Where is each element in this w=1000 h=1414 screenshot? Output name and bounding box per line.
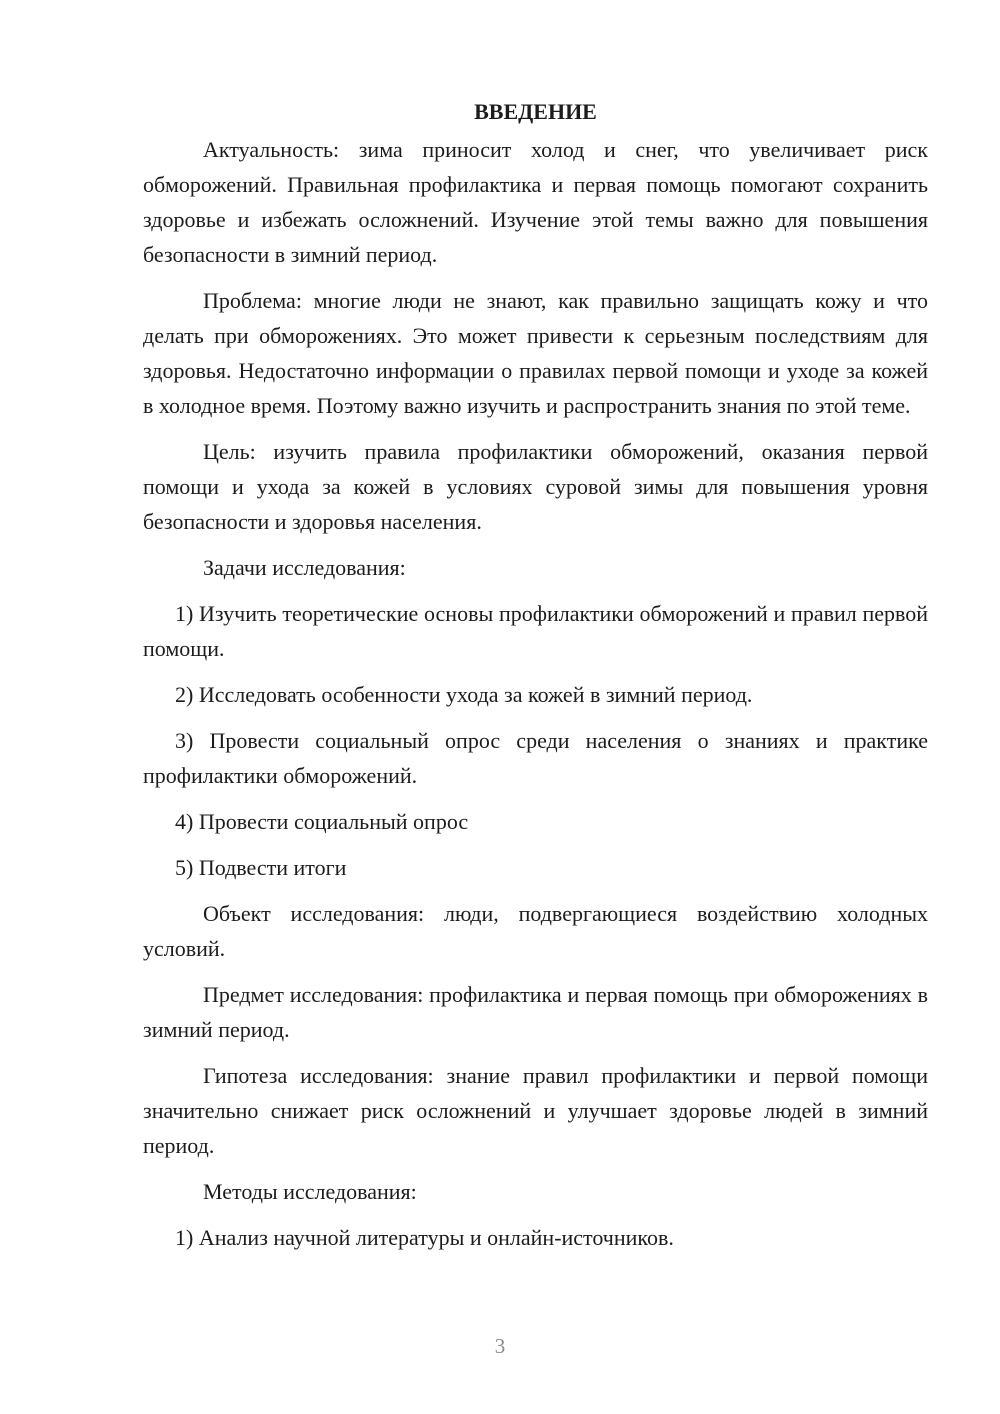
task-item: 5) Подвести итоги — [175, 855, 347, 880]
subject-paragraph: Предмет исследования: профилактика и первая помощь при обморожениях в зимний период. — [143, 982, 928, 1042]
method-item: 1) Анализ научной литературы и онлайн-источников. — [175, 1225, 674, 1250]
relevance-paragraph: Актуальность: зима приносит холод и снег, что увеличивает риск обморожений. Правильная профилактика и первая помощь помогают сохранить здоровье и избежать осложнений. Изучение этой темы важно для повышения безопасности в зимний период. — [143, 137, 928, 267]
tasks-heading: Задачи исследования: — [203, 555, 406, 580]
task-item: 3) Провести социальный опрос среди населения о знаниях и практике профилактики обморожений. — [143, 728, 928, 788]
methods-heading: Методы исследования: — [203, 1179, 417, 1204]
object-paragraph: Объект исследования: люди, подвергающиеся воздействию холодных условий. — [143, 901, 928, 961]
document-page — [143, 96, 928, 1266]
task-item: 1) Изучить теоретические основы профилактики обморожений и правил первой помощи. — [143, 601, 928, 661]
page-number: 3 — [494, 1334, 506, 1358]
task-item: 2) Исследовать особенности ухода за кожей в зимний период. — [175, 682, 753, 707]
goal-paragraph: Цель: изучить правила профилактики обморожений, оказания первой помощи и ухода за кожей в условиях суровой зимы для повышения уровня безопасности и здоровья населения. — [143, 439, 928, 534]
document-title: ВВЕДЕНИЕ — [474, 99, 597, 124]
task-item: 4) Провести социальный опрос — [175, 809, 469, 834]
problem-paragraph: Проблема: многие люди не знают, как правильно защищать кожу и что делать при обморожениях. Это может привести к серьезным последствиям для здоровья. Недостаточно информации о правилах первой помощи и уходе за кожей в холодное время. Поэтому важно изучить и распространить знания по этой теме. — [143, 288, 928, 418]
hypothesis-paragraph: Гипотеза исследования: знание правил профилактики и первой помощи значительно снижает риск осложнений и улучшает здоровье людей в зимний период. — [143, 1063, 928, 1158]
